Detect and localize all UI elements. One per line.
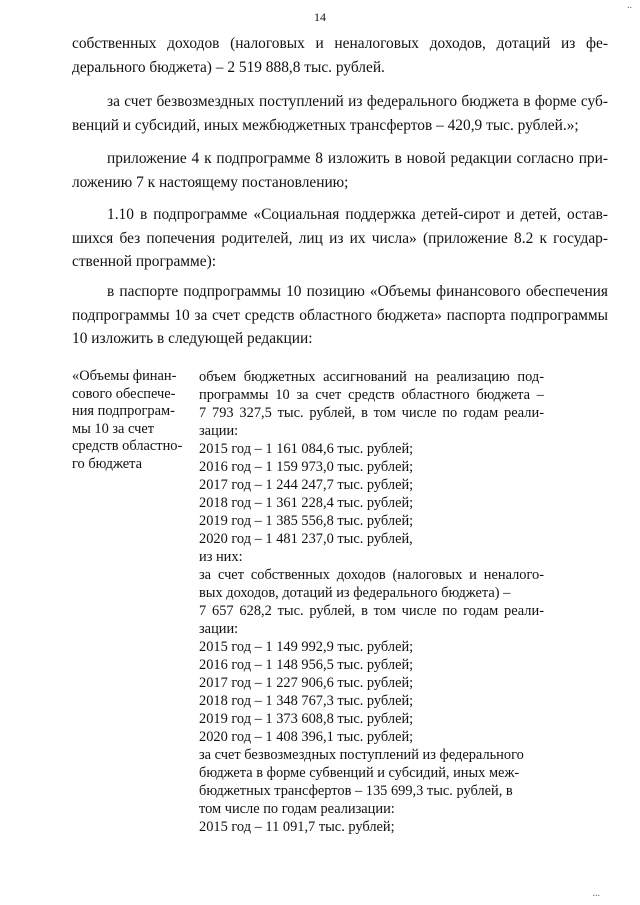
- page-number: 14: [314, 10, 326, 24]
- year-line: 2019 год – 1 385 556,8 тыс. рублей;: [199, 513, 414, 529]
- paragraph-appendix-4: [72, 147, 608, 194]
- year-line: 2015 год – 11 091,7 тыс. рублей;: [199, 819, 395, 835]
- label-line: «Объемы финан-: [72, 368, 177, 384]
- passport-label-cell: [72, 368, 197, 474]
- label-line: ния подпрограм-: [72, 403, 175, 420]
- value-line: 7 657 628,2 тыс. рублей, в том числе по годам реали-: [199, 603, 544, 619]
- passport-value-cell: [199, 368, 544, 836]
- text-line: 1.10 в подпрограмме «Социальная поддержка детей-сирот и детей, остав-: [107, 206, 608, 223]
- year-line: 2015 год – 1 161 084,6 тыс. рублей;: [199, 441, 414, 457]
- text-line: приложение 4 к подпрограмме 8 изложить в новой редакции согласно при-: [107, 150, 608, 167]
- text-line: дерального бюджета) – 2 519 888,8 тыс. рублей.: [72, 58, 385, 76]
- text-line: венций и субсидий, иных межбюджетных трансфертов – 420,9 тыс. рублей.»;: [72, 116, 579, 134]
- value-line: за счет безвозмездных поступлений из федерального: [199, 747, 524, 763]
- paragraph-own-revenues: [72, 32, 608, 79]
- label-line: го бюджета: [72, 455, 142, 472]
- year-line: 2016 год – 1 159 973,0 тыс. рублей;: [199, 459, 414, 475]
- year-line: 2017 год – 1 227 906,6 тыс. рублей;: [199, 675, 414, 691]
- value-line: зации:: [199, 423, 239, 439]
- year-line: 2020 год – 1 481 237,0 тыс. рублей,: [199, 531, 413, 547]
- year-line: 2018 год – 1 348 767,3 тыс. рублей;: [199, 693, 414, 709]
- value-line: бюджетных трансфертов – 135 699,3 тыс. рублей, в: [199, 783, 513, 799]
- value-line: 7 793 327,5 тыс. рублей, в том числе по годам реали-: [199, 405, 544, 421]
- value-line: объем бюджетных ассигнований на реализацию под-: [199, 369, 544, 385]
- value-line: зации:: [199, 621, 239, 637]
- text-line: подпрограммы 10 за счет средств областного бюджета» паспорта подпрограммы: [72, 306, 608, 324]
- year-line: 2016 год – 1 148 956,5 тыс. рублей;: [199, 657, 414, 673]
- value-line: вых доходов, дотаций из федерального бюджета) –: [199, 585, 511, 601]
- edge-mark-top: ..: [627, 0, 632, 11]
- value-line: том числе по годам реализации:: [199, 801, 395, 817]
- paragraph-federal-transfers: [72, 90, 608, 137]
- value-line: за счет собственных доходов (налоговых и неналого-: [199, 567, 544, 583]
- label-line: средств областно-: [72, 438, 183, 455]
- text-line: в паспорте подпрограммы 10 позицию «Объемы финансового обеспечения: [107, 283, 608, 300]
- value-line: из них:: [199, 549, 243, 565]
- year-line: 2015 год – 1 149 992,9 тыс. рублей;: [199, 639, 414, 655]
- value-line: программы 10 за счет средств областного бюджета –: [199, 387, 544, 403]
- paragraph-passport-10: [72, 280, 608, 351]
- year-line: 2020 год – 1 408 396,1 тыс. рублей;: [199, 729, 414, 745]
- year-line: 2018 год – 1 361 228,4 тыс. рублей;: [199, 495, 414, 511]
- text-line: ственной программе):: [72, 253, 216, 270]
- text-line: за счет безвозмездных поступлений из федерального бюджета в форме суб-: [107, 93, 608, 110]
- text-line: 10 изложить в следующей редакции:: [72, 330, 313, 347]
- year-line: 2019 год – 1 373 608,8 тыс. рублей;: [199, 711, 414, 727]
- text-line: ложению 7 к настоящему постановлению;: [72, 173, 349, 191]
- text-line: шихся без попечения родителей, лиц из их числа» (приложение 8.2 к государ-: [72, 229, 608, 247]
- text-line: собственных доходов (налоговых и неналоговых доходов, дотаций из фе-: [72, 35, 608, 52]
- label-line: сового обеспече-: [72, 385, 176, 402]
- paragraph-item-1-10: [72, 203, 608, 274]
- value-line: бюджета в форме субвенций и субсидий, иных меж-: [199, 765, 520, 781]
- year-line: 2017 год – 1 244 247,7 тыс. рублей;: [199, 477, 414, 493]
- edge-mark-bottom: ...: [592, 888, 600, 899]
- label-line: мы 10 за счет: [72, 420, 155, 437]
